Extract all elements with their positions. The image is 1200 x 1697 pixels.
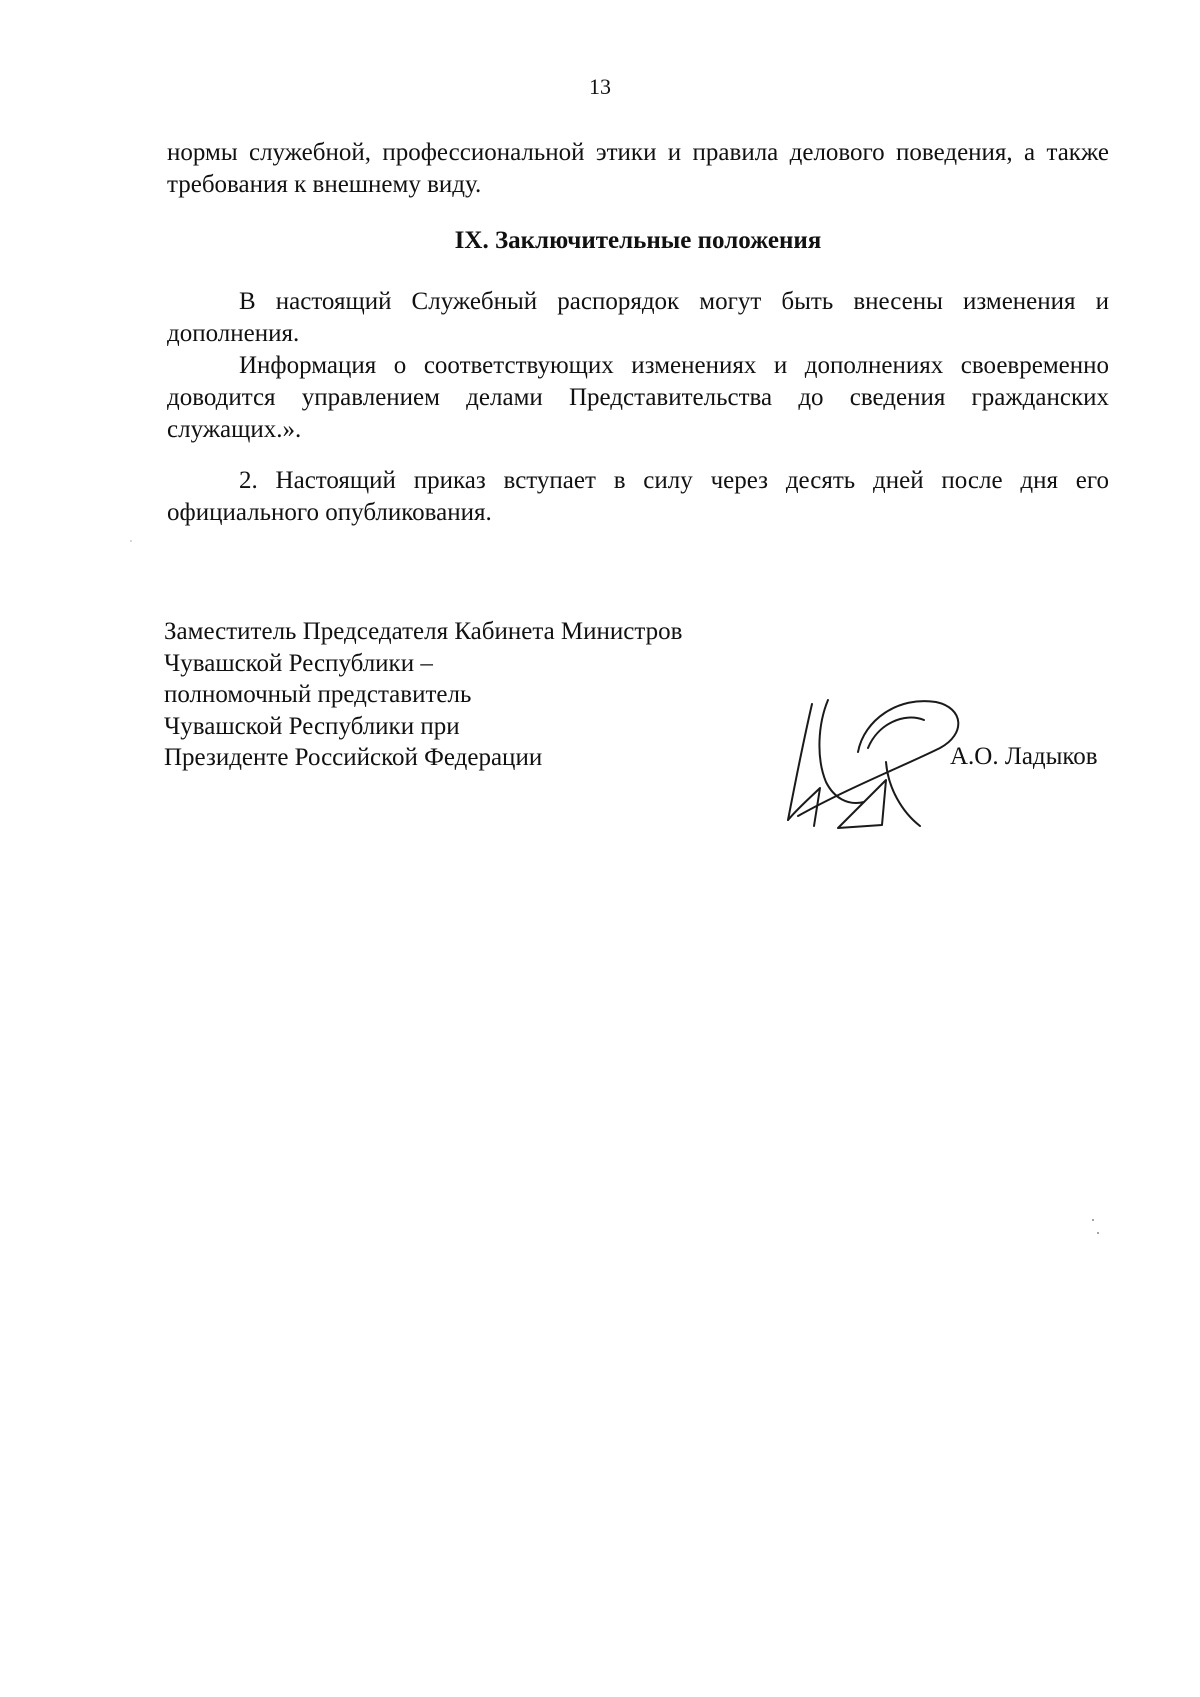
signatory-position-line: Чувашской Республики при [164,712,460,740]
scan-speck [130,540,132,542]
paragraph-continuation: нормы служебной, профессиональной этики и правила делового поведения, а также требования к внешнему виду. [167,139,1109,198]
scan-speck [1097,1232,1099,1234]
signatory-name: А.О. Ладыков [950,743,1098,770]
paragraph-information: Информация о соответствующих изменениях и дополнениях своевременно доводится управлением делами Представительства до сведения гражданских служащих.». [167,352,1109,443]
signatory-position-line: Президенте Российской Федерации [164,744,543,771]
signatory-position-line: полномочный представитель [164,681,472,708]
paragraph-item-2: 2. Настоящий приказ вступает в силу через десять дней после дня его официального опубликования. [167,467,1109,526]
signatory-position-line: Заместитель Председателя Кабинета Министров [164,618,683,645]
scan-speck [1092,1219,1094,1221]
page-number: 13 [589,74,611,99]
paragraph-changes: В настоящий Служебный распорядок могут быть внесены изменения и дополнения. [167,288,1109,347]
signatory-position [164,616,682,774]
handwritten-signature-icon [768,690,978,830]
signatory-position-line: Чувашской Республики – [164,649,433,677]
section-heading: IX. Заключительные положения [454,227,822,254]
